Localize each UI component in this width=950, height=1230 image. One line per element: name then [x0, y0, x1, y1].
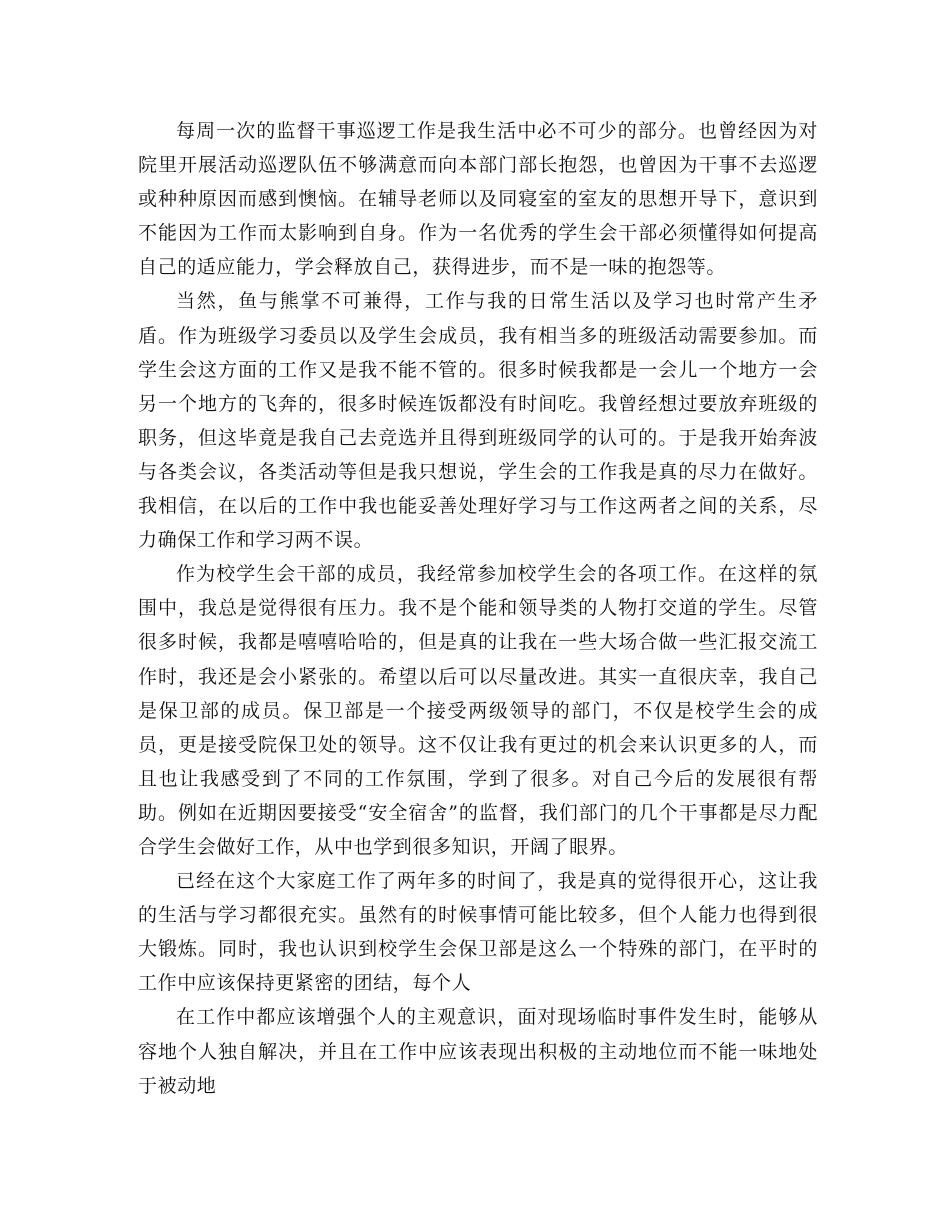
paragraph-3: 作为校学生会干部的成员，我经常参加校学生会的各项工作。在这样的氛围中，我总是觉得很有压力。我不是个能和领导类的人物打交道的学生。尽管很多时候，我都是嘻嘻哈哈的，但是真的让我在一些大场合做一些汇报交流工作时，我还是会小紧张的。希望以后可以尽量改进。其实一直很庆幸，我自己是保卫部的成员。保卫部是一个接受两级领导的部门，不仅是校学生会的成员，更是接受院保卫处的领导。这不仅让我有更过的机会来认识更多的人，而且也让我感受到了不同的工作氛围，学到了很多。对自己今后的发展很有帮助。例如在近期因要接受“安全宿舍”的监督，我们部门的几个干事都是尽力配合学生会做好工作，从中也学到很多知识，开阔了眼界。 — [138, 563, 818, 858]
paragraph-4: 已经在这个大家庭工作了两年多的时间了，我是真的觉得很开心，这让我的生活与学习都很充实。虽然有的时候事情可能比较多，但个人能力也得到很大锻炼。同时，我也认识到校学生会保卫部是这么一个特殊的部门，在平时的工作中应该保持更紧密的团结，每个人 — [138, 870, 818, 995]
paragraph-1: 每周一次的监督干事巡逻工作是我生活中必不可少的部分。也曾经因为对院里开展活动巡逻队伍不够满意而向本部门部长抱怨，也曾因为干事不去巡逻或种种原因而感到懊恼。在辅导老师以及同寝室的室友的思想开导下，意识到不能因为工作而太影响到自身。作为一名优秀的学生会干部必须懂得如何提高自己的适应能力，学会释放自己，获得进步，而不是一味的抱怨等。 — [138, 120, 818, 279]
paragraph-2: 当然，鱼与熊掌不可兼得，工作与我的日常生活以及学习也时常产生矛盾。作为班级学习委员以及学生会成员，我有相当多的班级活动需要参加。而学生会这方面的工作又是我不能不管的。很多时候我都是一会儿一个地方一会另一个地方的飞奔的，很多时候连饭都没有时间吃。我曾经想过要放弃班级的职务，但这毕竟是我自己去竞选并且得到班级同学的认可的。于是我开始奔波与各类会议，各类活动等但是我只想说，学生会的工作我是真的尽力在做好。我相信，在以后的工作中我也能妥善处理好学习与工作这两者之间的关系，尽力确保工作和学习两不误。 — [138, 290, 818, 552]
paragraph-5: 在工作中都应该增强个人的主观意识，面对现场临时事件发生时，能够从容地个人独自解决，并且在工作中应该表现出积极的主动地位而不能一味地处于被动地 — [138, 1006, 818, 1097]
document-body — [138, 114, 818, 1103]
